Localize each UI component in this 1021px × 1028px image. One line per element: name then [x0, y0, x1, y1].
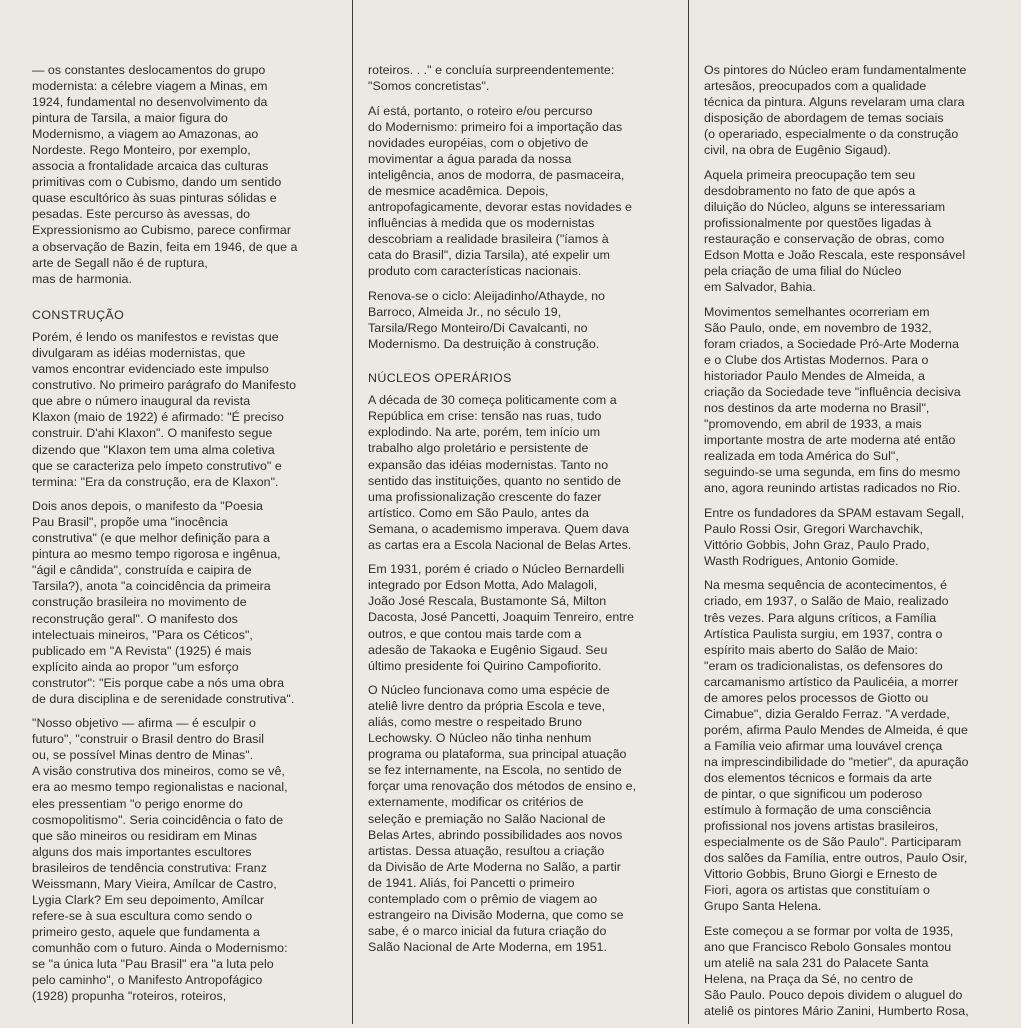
- text-column-3: [704, 62, 1009, 1028]
- paragraph: Entre os fundadores da SPAM estavam Segall, Paulo Rossi Osir, Gregori Warchavchik, Vittório Gobbis, John Graz, Paulo Prado, Wasth Rodrigues, Antonio Gomide.: [704, 505, 965, 568]
- column-rule-right: [688, 0, 689, 1024]
- paragraph: Em 1931, porém é criado o Núcleo Bernardelli integrado por Edson Motta, Ado Malagoli, João José Rescala, Bustamonte Sá, Milton Dacosta, José Pancetti, Joaquim Tenreiro, entre outros, e que contou mais tarde com a adesão de Takaoka e Eugênio Sigaud. Seu último presidente foi Quirino Campofiorito.: [368, 562, 634, 673]
- paragraph: A década de 30 começa politicamente com a República em crise: tensão nas ruas, tudo explodindo. Na arte, porém, tem início um trabalho algo proletário e persistente de expansão das idéias modernistas. Tanto no sentido das instituições, quanto no sentido de uma profissionalização crescente do fazer artístico. Como em São Paulo, antes da Semana, o academismo imperava. Quem dava as cartas era a Escola Nacional de Belas Artes.: [368, 393, 632, 552]
- paragraph: Aí está, portanto, o roteiro e/ou percurso do Modernismo: primeiro foi a importação das novidades européias, com o objetivo de movimentar a água parada da nossa inteligência, anos de modorra, de pasmaceira, de mesmice acadêmica. Depois, antropofagicamente, devorar estas novidades e influências à medida que os modernistas descobriam a realidade brasileira ("íamos à cata do Brasil", dizia Tarsila), até expelir um produto com características nacionais.: [368, 103, 632, 279]
- paragraph: Aquela primeira preocupação tem seu desdobramento no fato de que após a diluição do Núcleo, alguns se interessariam profissionalmente por questões ligadas à restauração e conservação de obras, como Edson Motta e João Rescala, este responsável pela criação de uma filial do Núcleo em Salvador, Bahia.: [704, 167, 966, 295]
- section-heading-nucleos-operarios: NÚCLEOS OPERÁRIOS: [368, 371, 512, 386]
- paragraph: Porém, é lendo os manifestos e revistas que divulgaram as idéias modernistas, que vamos encontrar evidenciado este impulso construtivo. No primeiro parágrafo do Manifesto que abre o número inaugural da revista Klaxon (maio de 1922) é afirmado: "É preciso construir. D'ahi Klaxon". O manifesto segue dizendo que "Klaxon tem uma alma coletiva que se caracteriza pelo ímpeto construtivo" e termina: "Era da construção, era de Klaxon".: [32, 330, 297, 489]
- paragraph: — os constantes deslocamentos do grupo modernista: a célebre viagem a Minas, em 1924, fundamental no desenvolvimento da pintura de Tarsila, a maior figura do Modernismo, a viagem ao Amazonas, ao Nordeste. Rego Monteiro, por exemplo, associa a frontalidade arcaica das culturas primitivas com o Cubismo, dando um sentido quase escultórico às suas pinturas sólidas e pesadas. Este percurso às avessas, do Expressionismo ao Cubismo, parece confirmar a observação de Bazin, feita em 1946, de que a arte de Segall não é de ruptura, mas de harmonia.: [32, 63, 298, 286]
- paragraph: O Núcleo funcionava como uma espécie de ateliê livre dentro da própria Escola e teve, aliás, como mestre o respeitado Bruno Lechowsky. O Núcleo não tinha nenhum programa ou plataforma, sua principal atuação se fez internamente, na Escola, no sentido de forçar uma renovação dos métodos de ensino e, externamente, modificar os critérios de seleção e premiação no Salão Nacional de Belas Artes, abrindo possibilidades aos novos artistas. Dessa atuação, resultou a criação da Divisão de Arte Moderna no Salão, a partir de 1941. Aliás, foi Pancetti o primeiro contemplado com o prêmio de viagem ao estrangeiro na Divisão Moderna, que como se sabe, é o marco inicial da futura criação do Salão Nacional de Arte Moderna, em 1951.: [368, 683, 637, 954]
- paragraph: roteiros. . ." e concluía surpreendentemente: "Somos concretistas".: [368, 63, 615, 94]
- paragraph: Os pintores do Núcleo eram fundamentalmente artesãos, preocupados com a qualidade técnica da pintura. Alguns revelaram uma clara disposição de abordagem de temas sociais (o operariado, especialmente o da construção civil, na obra de Eugênio Sigaud).: [704, 63, 967, 158]
- paragraph: Renova-se o ciclo: Aleijadinho/Athayde, no Barroco, Almeida Jr., no século 19, Tarsila/Rego Monteiro/Di Cavalcanti, no Modernismo. Da destruição à construção.: [368, 288, 605, 351]
- paragraph: Na mesma sequência de acontecimentos, é criado, em 1937, o Salão de Maio, realizado três vezes. Para alguns críticos, a Família Artística Paulista surgiu, em 1937, contra o espírito mais aberto do Salão de Maio: "eram os tradicionalistas, os defensores do carcamanismo artístico da Paulicéia, a morrer de amores pelos processos de Giotto ou Cimabue", dizia Geraldo Ferraz. "A verdade, porém, afirma Paulo Mendes de Almeida, é que a Família veio afirmar uma louvável crença na imprescindibilidade do "metier", da apuração dos elementos técnicos e formais da arte de pintar, o que significou um poderoso estímulo à formação de uma consciência profissional nos jovens artistas brasileiros, especialmente os de São Paulo". Participaram dos salões da Família, entre outros, Paulo Osir, Vittorio Gobbis, Bruno Giorgi e Ernesto de Fiori, agora os artistas que constituíam o Grupo Santa Helena.: [704, 578, 969, 914]
- section-heading-construcao: CONSTRUÇÃO: [32, 308, 125, 323]
- text-column-2: [368, 62, 668, 963]
- paragraph: Este começou a se formar por volta de 1935, ano que Francisco Rebolo Gonsales montou um ateliê na sala 231 do Palacete Santa Helena, na Praça da Sé, no centro de São Paulo. Pouco depois dividem o aluguel do ateliê os pintores Mário Zanini, Humberto Rosa,: [704, 923, 969, 1019]
- column-rule-left: [352, 0, 353, 1024]
- paragraph: Movimentos semelhantes ocorreriam em São Paulo, onde, em novembro de 1932, foram criados, a Sociedade Pró-Arte Moderna e o Clube dos Artistas Modernos. Para o historiador Paulo Mendes de Almeida, a criação da Sociedade teve "influência decisiva nos destinos da arte moderna no Brasil", "promovendo, em abril de 1933, a mais importante mostra de arte moderna até então realizada em toda América do Sul", seguindo-se uma segunda, em fins do mesmo ano, agora reunindo artistas radicados no Rio.: [704, 304, 961, 496]
- paragraph: Dois anos depois, o manifesto da "Poesia Pau Brasil", propõe uma "inocência construtiva" (e que melhor definição para a pintura ao mesmo tempo rigorosa e ingênua, "ágil e cândida", construída e caipira de Tarsila?), anota "a coincidência da primeira construção brasileira no movimento de reconstrução geral". O manifesto dos intelectuais mineiros, "Para os Céticos", publicado em "A Revista" (1925) é mais explícito ainda ao propor "um esforço construtor": "Eis porque cabe a nós uma obra de dura disciplina e de serenidade construtiva".: [32, 499, 295, 706]
- text-column-1: [32, 62, 337, 1013]
- paragraph: "Nosso objetivo — afirma — é esculpir o futuro", "construir o Brasil dentro do Brasil ou, se possível Minas dentro de Minas". A visão construtiva dos mineiros, como se vê, era ao mesmo tempo regionalistas e nacional, eles pressentiam "o perigo enorme do cosmopolitismo". Seria coincidência o fato de que são mineiros ou residiram em Minas alguns dos mais importantes escultores brasileiros de tendência construtiva: Franz Weissmann, Mary Vieira, Amílcar de Castro, Lygia Clark? Em seu depoimento, Amílcar refere-se à sua escultura como sendo o primeiro gesto, aquele que fundamenta a comunhão com o futuro. Ainda o Modernismo: se "a única luta "Pau Brasil" era "a luta pelo pelo caminho", o Manifesto Antropofágico (1928) propunha "roteiros, roteiros,: [32, 716, 288, 1004]
